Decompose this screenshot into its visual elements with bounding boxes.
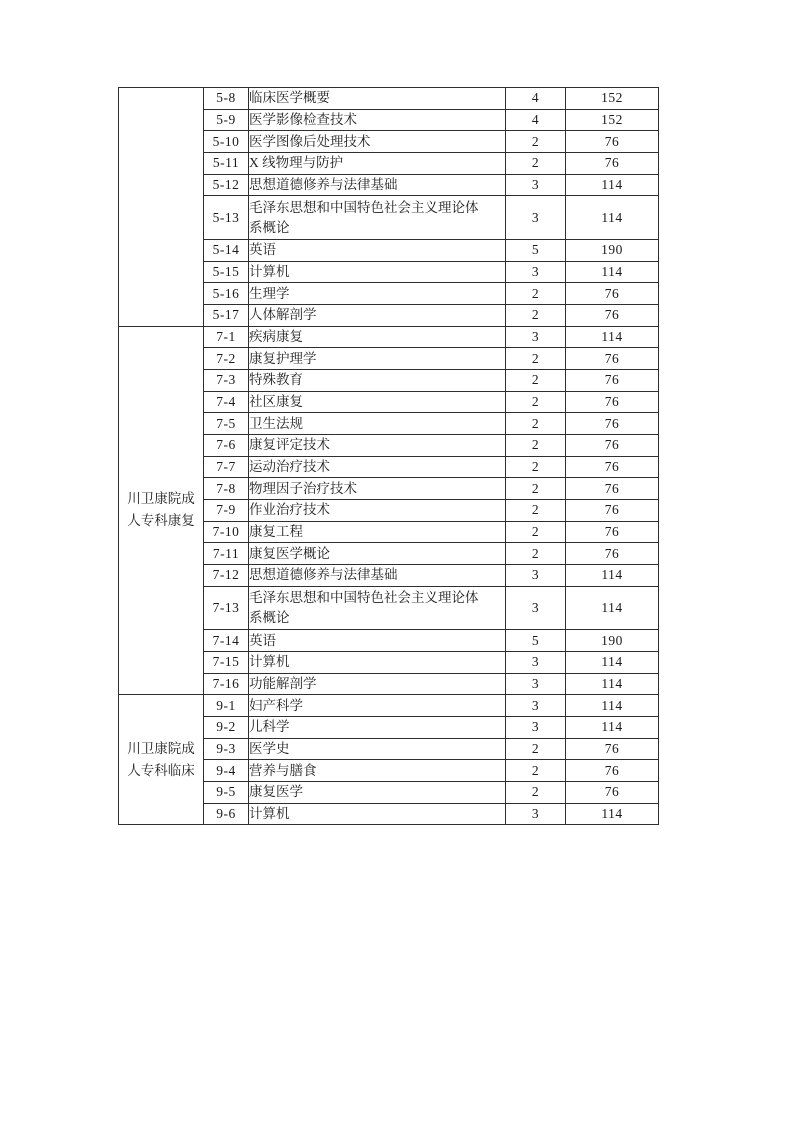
hours-cell: 76: [566, 543, 659, 565]
course-name-cell: [249, 500, 506, 522]
table-row: [119, 695, 659, 717]
hours-cell: 76: [566, 283, 659, 305]
course-code-cell: 5-9: [204, 109, 249, 131]
course-table: [118, 87, 659, 825]
credits-cell: 3: [506, 803, 566, 825]
course-code-cell: 5-11: [204, 153, 249, 175]
course-code-cell: 9-3: [204, 738, 249, 760]
course-name-cell: [249, 456, 506, 478]
course-name-cell: [249, 153, 506, 175]
course-name-cell: [249, 88, 506, 110]
credits-cell: 3: [506, 673, 566, 695]
credits-cell: 2: [506, 760, 566, 782]
credits-cell: 3: [506, 695, 566, 717]
hours-cell: 76: [566, 738, 659, 760]
hours-cell: 114: [566, 174, 659, 196]
course-name-line: 功能解剖学: [249, 675, 317, 691]
course-name-line: 计算机: [249, 806, 290, 822]
course-name-cell: [249, 738, 506, 760]
course-code-cell: 9-4: [204, 760, 249, 782]
credits-cell: 2: [506, 782, 566, 804]
credits-cell: 3: [506, 196, 566, 239]
course-name-line: 医学图像后处理技术: [249, 133, 371, 149]
course-name-cell: [249, 369, 506, 391]
course-code-cell: 7-3: [204, 369, 249, 391]
course-name-line: 系概论: [249, 610, 290, 626]
course-name-line: 毛泽东思想和中国特色社会主义理论体: [249, 199, 479, 215]
credits-cell: 2: [506, 153, 566, 175]
course-name-line: 运动治疗技术: [249, 459, 330, 475]
course-name-cell: [249, 109, 506, 131]
credits-cell: 2: [506, 369, 566, 391]
course-code-cell: 5-10: [204, 131, 249, 153]
course-name-cell: [249, 673, 506, 695]
credits-cell: 2: [506, 521, 566, 543]
course-code-cell: 7-4: [204, 391, 249, 413]
course-table-body: [119, 88, 659, 825]
table-row: [119, 88, 659, 110]
course-name-line: 计算机: [249, 654, 290, 670]
credits-cell: 5: [506, 630, 566, 652]
credits-cell: 2: [506, 543, 566, 565]
course-name-cell: [249, 174, 506, 196]
course-name-line: 社区康复: [249, 393, 303, 409]
course-name-cell: [249, 782, 506, 804]
course-code-cell: 7-12: [204, 565, 249, 587]
course-name-line: 生理学: [249, 285, 290, 301]
course-name-line: 康复护理学: [249, 350, 317, 366]
hours-cell: 152: [566, 88, 659, 110]
hours-cell: 152: [566, 109, 659, 131]
group-label-cell: [119, 326, 204, 695]
hours-cell: 114: [566, 803, 659, 825]
course-name-cell: [249, 239, 506, 261]
hours-cell: 76: [566, 521, 659, 543]
credits-cell: 3: [506, 174, 566, 196]
hours-cell: 114: [566, 326, 659, 348]
credits-cell: 3: [506, 716, 566, 738]
course-name-cell: [249, 760, 506, 782]
course-name-cell: [249, 283, 506, 305]
hours-cell: 76: [566, 456, 659, 478]
course-code-cell: 7-16: [204, 673, 249, 695]
credits-cell: 2: [506, 500, 566, 522]
course-code-cell: 7-6: [204, 435, 249, 457]
hours-cell: 76: [566, 760, 659, 782]
course-name-line: 计算机: [249, 263, 290, 279]
hours-cell: 114: [566, 673, 659, 695]
hours-cell: 190: [566, 630, 659, 652]
hours-cell: 76: [566, 131, 659, 153]
course-name-line: 康复医学: [249, 784, 303, 800]
credits-cell: 3: [506, 651, 566, 673]
credits-cell: 3: [506, 326, 566, 348]
course-name-line: 思想道德修养与法律基础: [249, 177, 398, 193]
course-code-cell: 7-7: [204, 456, 249, 478]
course-name-cell: [249, 716, 506, 738]
hours-cell: 76: [566, 500, 659, 522]
course-name-line: 卫生法规: [249, 415, 303, 431]
course-code-cell: 7-13: [204, 586, 249, 629]
course-code-cell: 9-1: [204, 695, 249, 717]
group-label-line: 人专科康复: [127, 513, 195, 529]
course-name-line: X 线物理与防护: [249, 155, 344, 171]
hours-cell: 76: [566, 435, 659, 457]
course-code-cell: 5-13: [204, 196, 249, 239]
course-name-line: 毛泽东思想和中国特色社会主义理论体: [249, 590, 479, 606]
course-name-line: 营养与膳食: [249, 762, 317, 778]
course-name-cell: [249, 565, 506, 587]
table-row: [119, 326, 659, 348]
course-name-line: 儿科学: [249, 719, 290, 735]
course-name-cell: [249, 326, 506, 348]
course-code-cell: 7-15: [204, 651, 249, 673]
course-name-line: 思想道德修养与法律基础: [249, 567, 398, 583]
course-name-line: 英语: [249, 632, 276, 648]
hours-cell: 114: [566, 565, 659, 587]
group-label-line: 人专科临床: [127, 762, 195, 778]
course-name-line: 人体解剖学: [249, 307, 317, 323]
course-code-cell: 7-1: [204, 326, 249, 348]
credits-cell: 3: [506, 586, 566, 629]
course-code-cell: 7-5: [204, 413, 249, 435]
course-name-line: 系概论: [249, 219, 290, 235]
course-name-cell: [249, 304, 506, 326]
credits-cell: 2: [506, 391, 566, 413]
group-label-cell: [119, 88, 204, 327]
course-name-line: 作业治疗技术: [249, 502, 330, 518]
hours-cell: 76: [566, 369, 659, 391]
course-name-line: 物理因子治疗技术: [249, 480, 357, 496]
course-name-line: 康复医学概论: [249, 545, 330, 561]
course-name-cell: [249, 435, 506, 457]
hours-cell: 76: [566, 304, 659, 326]
hours-cell: 76: [566, 478, 659, 500]
credits-cell: 2: [506, 348, 566, 370]
course-name-cell: [249, 586, 506, 629]
credits-cell: 2: [506, 413, 566, 435]
credits-cell: 3: [506, 565, 566, 587]
course-code-cell: 5-16: [204, 283, 249, 305]
hours-cell: 190: [566, 239, 659, 261]
course-name-line: 康复工程: [249, 524, 303, 540]
course-name-line: 特殊教育: [249, 372, 303, 388]
course-name-line: 康复评定技术: [249, 437, 330, 453]
course-code-cell: 5-15: [204, 261, 249, 283]
credits-cell: 2: [506, 283, 566, 305]
course-code-cell: 5-14: [204, 239, 249, 261]
hours-cell: 114: [566, 651, 659, 673]
course-code-cell: 9-2: [204, 716, 249, 738]
course-name-cell: [249, 131, 506, 153]
hours-cell: 114: [566, 586, 659, 629]
course-name-line: 临床医学概要: [249, 90, 330, 106]
course-name-cell: [249, 478, 506, 500]
course-name-line: 妇产科学: [249, 697, 303, 713]
course-name-line: 医学影像检查技术: [249, 112, 357, 128]
course-code-cell: 9-5: [204, 782, 249, 804]
credits-cell: 3: [506, 261, 566, 283]
course-name-cell: [249, 261, 506, 283]
course-code-cell: 7-2: [204, 348, 249, 370]
course-code-cell: 7-10: [204, 521, 249, 543]
course-code-cell: 5-12: [204, 174, 249, 196]
hours-cell: 76: [566, 348, 659, 370]
credits-cell: 4: [506, 109, 566, 131]
credits-cell: 5: [506, 239, 566, 261]
credits-cell: 2: [506, 435, 566, 457]
course-name-line: 医学史: [249, 741, 290, 756]
hours-cell: 114: [566, 261, 659, 283]
hours-cell: 114: [566, 716, 659, 738]
course-code-cell: 7-9: [204, 500, 249, 522]
credits-cell: 2: [506, 456, 566, 478]
credits-cell: 2: [506, 304, 566, 326]
course-code-cell: 7-11: [204, 543, 249, 565]
course-code-cell: 9-6: [204, 803, 249, 825]
course-code-cell: 5-17: [204, 304, 249, 326]
group-label-cell: [119, 695, 204, 825]
course-name-line: 英语: [249, 242, 276, 258]
course-name-cell: [249, 803, 506, 825]
course-name-cell: [249, 348, 506, 370]
course-name-cell: [249, 543, 506, 565]
credits-cell: 2: [506, 478, 566, 500]
hours-cell: 76: [566, 153, 659, 175]
course-name-cell: [249, 413, 506, 435]
hours-cell: 114: [566, 695, 659, 717]
course-name-cell: [249, 391, 506, 413]
hours-cell: 76: [566, 782, 659, 804]
course-code-cell: 7-14: [204, 630, 249, 652]
hours-cell: 114: [566, 196, 659, 239]
credits-cell: 2: [506, 738, 566, 760]
group-label-line: 川卫康院成: [127, 740, 195, 756]
credits-cell: 4: [506, 88, 566, 110]
credits-cell: 2: [506, 131, 566, 153]
group-label-line: 川卫康院成: [127, 491, 195, 507]
course-name-cell: [249, 651, 506, 673]
hours-cell: 76: [566, 413, 659, 435]
course-name-cell: [249, 521, 506, 543]
course-name-cell: [249, 695, 506, 717]
course-name-cell: [249, 630, 506, 652]
hours-cell: 76: [566, 391, 659, 413]
course-name-cell: [249, 196, 506, 239]
course-code-cell: 7-8: [204, 478, 249, 500]
course-name-line: 疾病康复: [249, 328, 303, 344]
course-code-cell: 5-8: [204, 88, 249, 110]
